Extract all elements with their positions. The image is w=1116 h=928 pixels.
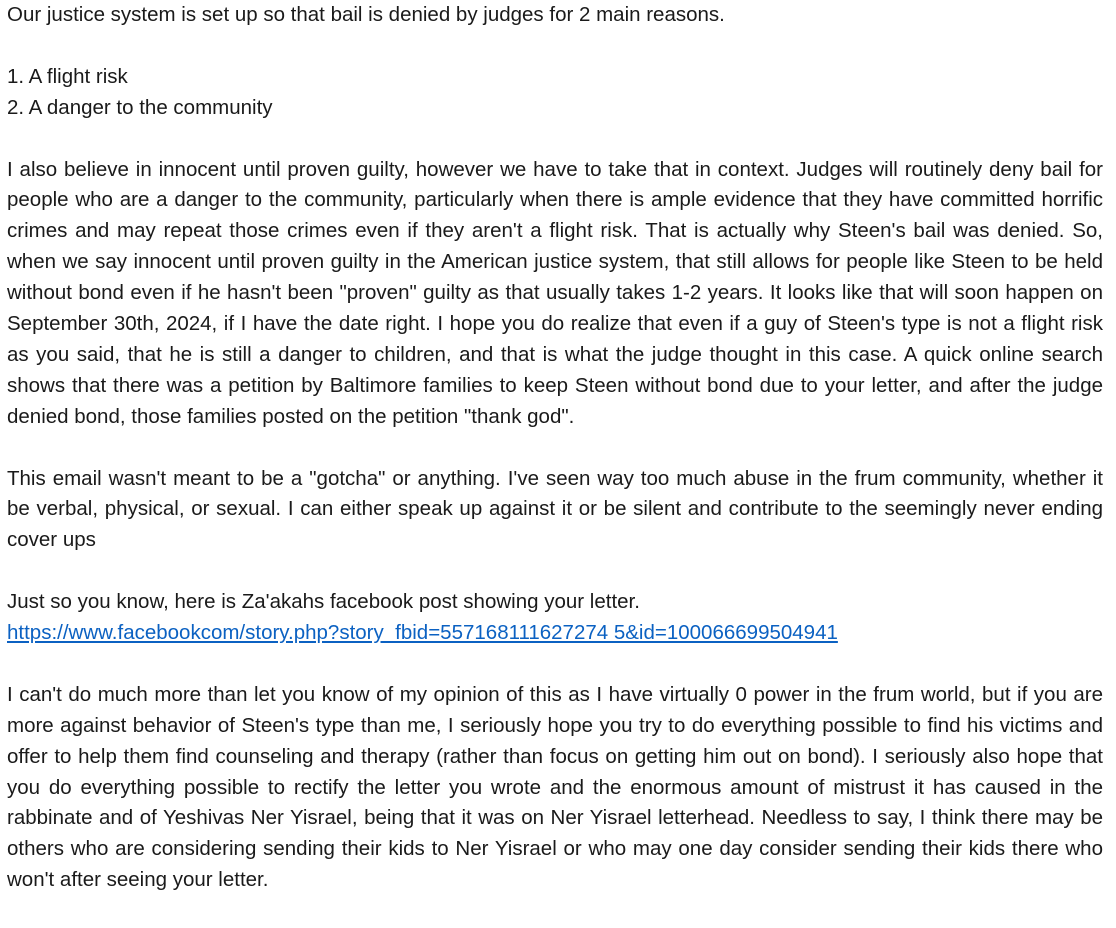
spacer (7, 31, 1103, 62)
paragraph-closing: I can't do much more than let you know of my opinion of this as I have virtually 0 power in the frum world, but if you are more against behavior of Steen's type than me, I seriously hope you try to do everything possible to find his victims and offer to help them find counseling and therapy (rather than focus on getting him out on bond). I seriously also hope that you do everything possible to rectify the letter you wrote and the enormous amount of mistrust it has caused in the rabbinate and of Yeshivas Ner Yisrael, being that it was on Ner Yisrael letterhead. Needless to say, I think there may be others who are considering sending their kids to Ner Yisrael or who may one day consider sending their kids there who won't after seeing your letter. (7, 682, 1103, 892)
list-item-flight-risk: 1. A flight risk (7, 64, 128, 88)
spacer (7, 433, 1103, 464)
paragraph-gotcha: This email wasn't meant to be a "gotcha" or anything. I've seen way too much abuse in the frum community, whether it be verbal, physical, or sexual. I can either speak up against it or be silent and contribute to the seemingly never ending cover ups (7, 466, 1103, 552)
email-body (7, 0, 1103, 896)
list-item-danger: 2. A danger to the community (7, 95, 273, 119)
spacer (7, 556, 1103, 587)
spacer (7, 649, 1103, 680)
paragraph-context: I also believe in innocent until proven guilty, however we have to take that in context. Judges will routinely deny bail for people who are a danger to the community, particularly when there is ample evidence that they have committed horrific crimes and may repeat those crimes even if they aren't a flight risk. That is actually why Steen's bail was denied. So, when we say innocent until proven guilty in the American justice system, that still allows for people like Steen to be held without bond even if he hasn't been "proven" guilty as that usually takes 1-2 years. It looks like that will soon happen on September 30th, 2024, if I have the date right. I hope you do realize that even if a guy of Steen's type is not a flight risk as you said, that he is still a danger to children, and that is what the judge thought in this case. A quick online search shows that there was a petition by Baltimore families to keep Steen without bond due to your letter, and after the judge denied bond, those families posted on the petition "thank god". (7, 157, 1103, 428)
facebook-intro: Just so you know, here is Za'akahs facebook post showing your letter. (7, 590, 640, 614)
facebook-post-link[interactable]: https://www.facebookcom/story.php?story_fbid=557168111627274 5&id=100066699504941 (7, 621, 838, 645)
facebook-link-line (7, 618, 1103, 649)
intro-text: Our justice system is set up so that bail is denied by judges for 2 main reasons. (7, 3, 725, 26)
spacer (7, 124, 1103, 155)
